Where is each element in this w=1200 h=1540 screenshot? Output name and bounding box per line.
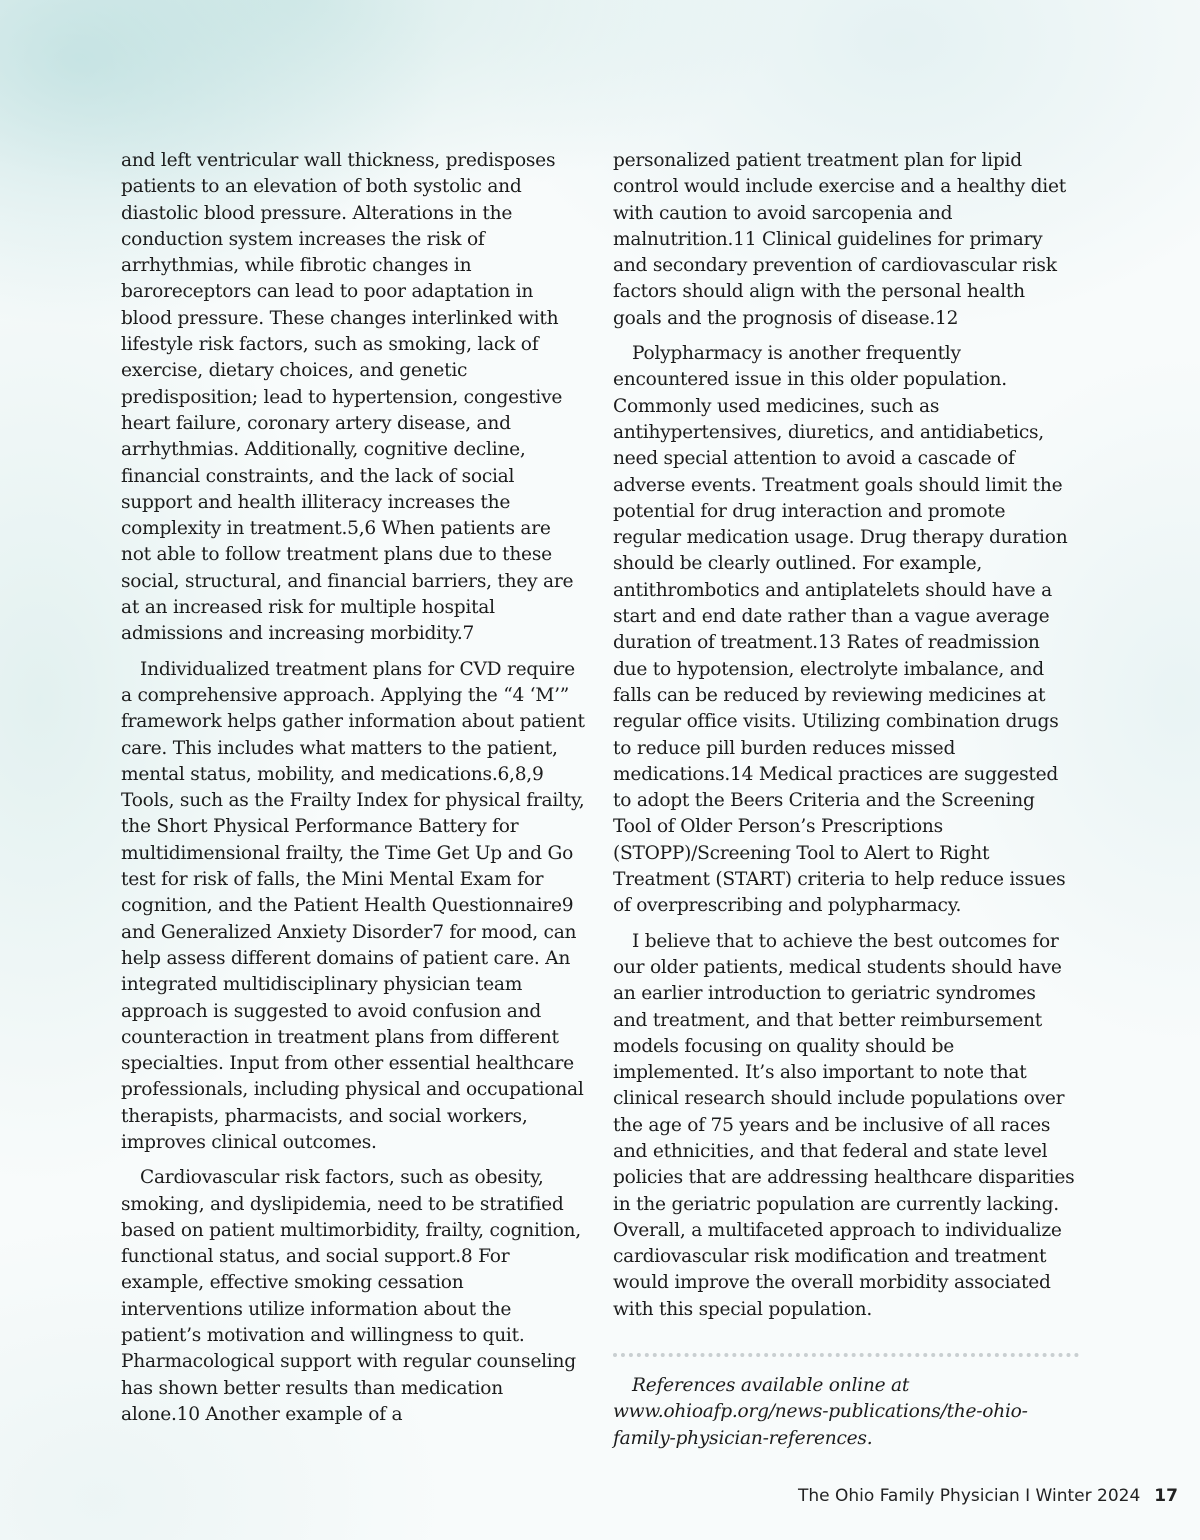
paragraph-wall-thickness: and left ventricular wall thickness, predisposes patients to an elevation of both systolic and diastolic blood pressure. Alterations in the conduction system increases the risk of arrhythmias, while fibrotic changes in baroreceptors can lead to poor adaptation in blood pressure. These changes interlinked with lifestyle risk factors, such as smoking, lack of exercise, dietary choices, and genetic predisposition; lead to hypertension, congestive heart failure, coronary artery disease, and arrhythmias. Additionally, cognitive decline, financial constraints, and the lack of social support and health illiteracy increases the complexity in treatment.5,6 When patients are not able to follow treatment plans due to these social, structural, and financial barriers, they are at an increased risk for multiple hospital admissions and increasing morbidity.7 [121, 150, 574, 645]
page-footer [798, 1486, 1178, 1506]
left-column [121, 148, 585, 1437]
paragraph-conclusion: I believe that to achieve the best outcomes for our older patients, medical students should have an earlier introduction to geriatric syndromes and treatment, and that better reimbursement models focusing on quality should be implemented. It’s also important to note that clinical research should include populations over the age of 75 years and be inclusive of all races and ethnicities, and that federal and state level policies that are addressing healthcare disparities in the geriatric population are currently lacking. Overall, a multifaceted approach to individualize cardiovascular risk modification and treatment would improve the overall morbidity associated with this special population. [613, 930, 1075, 1320]
footer-publication: The Ohio Family Physician I Winter 2024 [798, 1486, 1141, 1506]
paragraph-polypharmacy: Polypharmacy is another frequently encountered issue in this older population. Commonly used medicines, such as antihypertensives, diuretics, and antidiabetics, need special attention to avoid a cascade of adverse events. Treatment goals should limit the potential for drug interaction and promote regular medication usage. Drug therapy duration should be clearly outlined. For example, antithrombotics and antiplatelets should have a start and end date rather than a vague average duration of treatment.13 Rates of readmission due to hypotension, electrolyte imbalance, and falls can be reduced by reviewing medicines at regular office visits. Utilizing combination drugs to reduce pill burden reduces missed medications.14 Medical practices are suggested to adopt the Beers Criteria and the Screening Tool of Older Person’s Prescriptions (STOPP)/Screening Tool to Alert to Right Treatment (START) criteria to help reduce issues of overprescribing and polypharmacy. [613, 343, 1068, 917]
page-number: 17 [1154, 1486, 1178, 1506]
paragraph-individualized-plans: Individualized treatment plans for CVD require a comprehensive approach. Applying the “4 ‘M’” framework helps gather information about patient care. This includes what matters to the patient, mental status, mobility, and medications.6,8,9 Tools, such as the Frailty Index for physical frailty, the Short Physical Performance Battery for multidimensional frailty, the Time Get Up and Go test for risk of falls, the Mini Mental Exam for cognition, and the Patient Health Questionnaire9 and Generalized Anxiety Disorder7 for mood, can help assess different domains of patient care. An integrated multidisciplinary physician team approach is suggested to avoid confusion and counteraction in treatment plans from different specialties. Input from other essential healthcare professionals, including physical and occupational therapists, pharmacists, and social workers, improves clinical outcomes. [121, 658, 585, 1153]
references-note: References available online at www.ohioafp.org/news-publications/the-ohio-family-physician-references. [613, 1375, 1028, 1449]
dotted-divider [613, 1353, 1079, 1357]
paragraph-lipid-control: personalized patient treatment plan for lipid control would include exercise and a healthy diet with caution to avoid sarcopenia and malnutrition.11 Clinical guidelines for primary and secondary prevention of cardiovascular risk factors should align with the personal health goals and the prognosis of disease.12 [613, 150, 1066, 329]
right-column [613, 148, 1075, 1461]
paragraph-risk-factors: Cardiovascular risk factors, such as obesity, smoking, and dyslipidemia, need to be stratified based on patient multimorbidity, frailty, cognition, functional status, and social support.8 For example, effective smoking cessation interventions utilize information about the patient’s motivation and willingness to quit. Pharmacological support with regular counseling has shown better results than medication alone.10 Another example of a [121, 1167, 581, 1425]
